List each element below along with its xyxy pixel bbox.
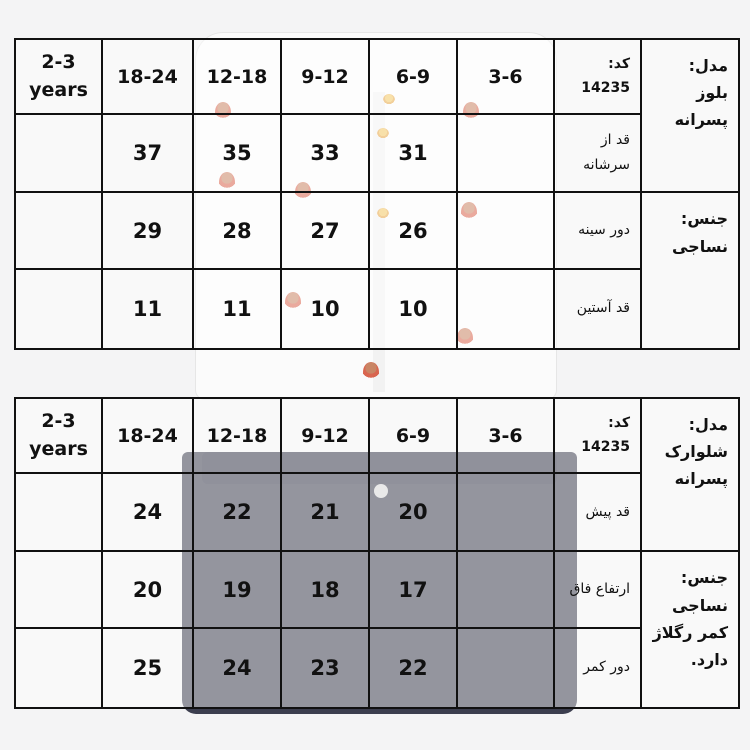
value-cell <box>15 192 102 268</box>
value-cell <box>457 551 554 627</box>
value-cell: 21 <box>281 473 369 551</box>
model-label: مدل: <box>688 415 728 434</box>
size-header-6-9: 6-9 <box>369 39 457 114</box>
material-note: کمر رگلاژ دارد. <box>652 622 728 670</box>
value-cell: 33 <box>281 114 369 192</box>
shorts-size-table <box>14 397 740 709</box>
value-cell: 35 <box>193 114 281 192</box>
measure-label: قد از سرشانه <box>554 114 641 192</box>
value-cell: 23 <box>281 628 369 708</box>
material-value: نساجی <box>671 595 728 615</box>
size-header-18-24: 18-24 <box>102 398 193 473</box>
value-cell: 25 <box>102 628 193 708</box>
value-cell: 19 <box>193 551 281 627</box>
size-header-9-12: 9-12 <box>281 39 369 114</box>
model-name: بلوز پسرانه <box>674 83 728 130</box>
size-header-3-6: 3-6 <box>457 398 554 473</box>
size-header-6-9: 6-9 <box>369 398 457 473</box>
value-cell: 26 <box>369 192 457 268</box>
model-cell <box>641 398 739 551</box>
measure-label: دور سینه <box>554 192 641 268</box>
value-cell: 31 <box>369 114 457 192</box>
material-cell <box>641 192 739 349</box>
material-label: جنس: <box>680 209 728 229</box>
value-cell: 28 <box>193 192 281 268</box>
shirt-size-table <box>14 38 740 350</box>
size-header-12-18: 12-18 <box>193 398 281 473</box>
value-cell: 11 <box>102 269 193 349</box>
product-code-cell <box>554 39 641 114</box>
size-header-2-3-years: 2-3 years <box>15 39 102 114</box>
print-motif <box>363 362 379 382</box>
value-cell: 20 <box>369 473 457 551</box>
value-cell: 11 <box>193 269 281 349</box>
value-cell <box>457 628 554 708</box>
product-code-cell <box>554 398 641 473</box>
code-value: 14235 <box>581 438 630 455</box>
value-cell: 17 <box>369 551 457 627</box>
size-header-9-12: 9-12 <box>281 398 369 473</box>
value-cell <box>15 269 102 349</box>
measure-label: ارتفاع فاق <box>554 551 641 627</box>
value-cell: 10 <box>281 269 369 349</box>
code-label: کد: <box>608 55 630 72</box>
value-cell: 22 <box>369 628 457 708</box>
size-header-3-6: 3-6 <box>457 39 554 114</box>
value-cell: 24 <box>102 473 193 551</box>
material-cell <box>641 551 739 708</box>
value-cell <box>457 269 554 349</box>
measure-label: قد پیش <box>554 473 641 551</box>
model-name: شلوارک پسرانه <box>664 442 728 489</box>
value-cell <box>15 551 102 627</box>
value-cell: 20 <box>102 551 193 627</box>
value-cell: 37 <box>102 114 193 192</box>
value-cell <box>457 473 554 551</box>
measure-label: قد آستین <box>554 269 641 349</box>
value-cell: 22 <box>193 473 281 551</box>
size-header-12-18: 12-18 <box>193 39 281 114</box>
value-cell <box>15 473 102 551</box>
value-cell <box>15 628 102 708</box>
value-cell: 29 <box>102 192 193 268</box>
value-cell <box>457 114 554 192</box>
value-cell: 27 <box>281 192 369 268</box>
material-value: نساجی <box>671 236 728 256</box>
value-cell: 10 <box>369 269 457 349</box>
material-label: جنس: <box>680 568 728 588</box>
code-value: 14235 <box>581 79 630 96</box>
value-cell <box>457 192 554 268</box>
value-cell: 24 <box>193 628 281 708</box>
model-label: مدل: <box>688 56 728 75</box>
value-cell <box>15 114 102 192</box>
value-cell: 18 <box>281 551 369 627</box>
code-label: کد: <box>608 414 630 431</box>
size-header-2-3-years: 2-3 years <box>15 398 102 473</box>
model-cell <box>641 39 739 192</box>
measure-label: دور کمر <box>554 628 641 708</box>
size-header-18-24: 18-24 <box>102 39 193 114</box>
